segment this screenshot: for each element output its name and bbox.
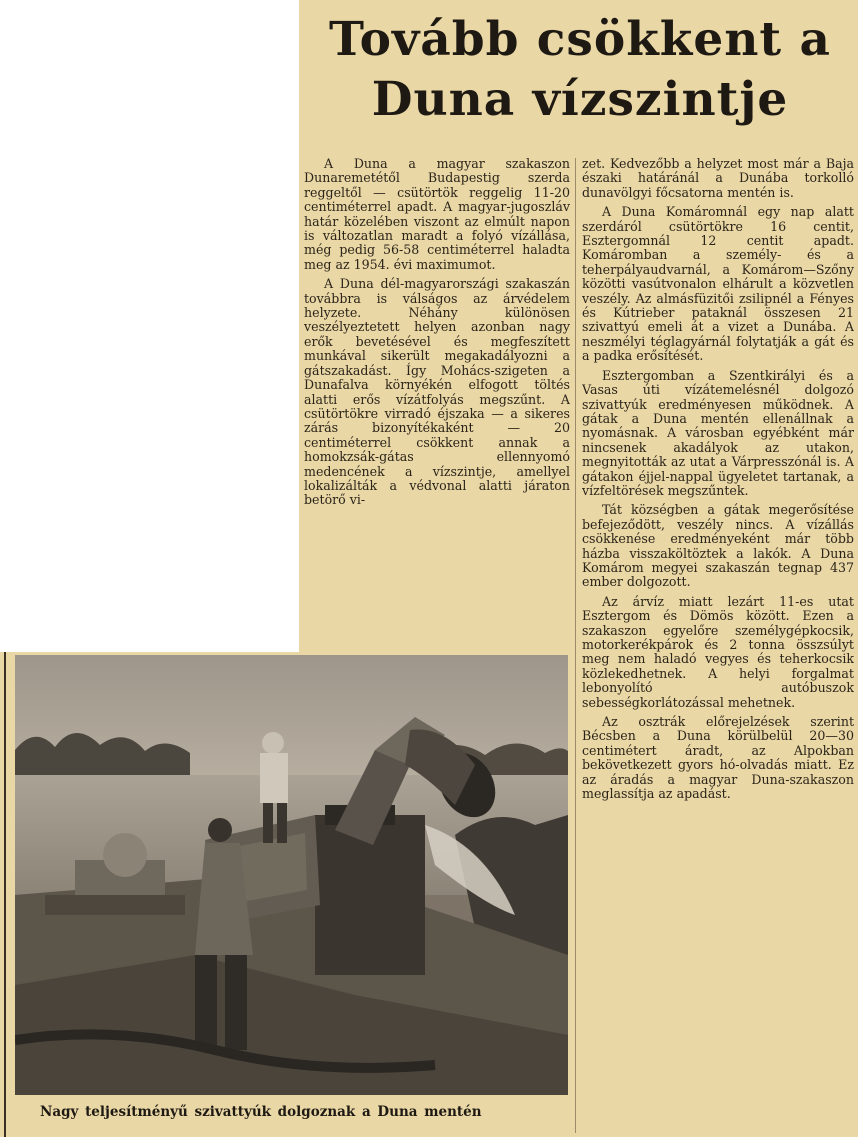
pump-photo [15, 655, 568, 1095]
paragraph: A Duna a magyar szakaszon Dunaremetétől Budapestig szerda reggeltől — csütörtök reggelig 11-20 centiméterrel apadt. A magyar-jugoszláv határ közelében viszont az elmúlt napon is változatlan maradt a folyó vízállása, még pedig 56-58 centiméterrel haladta meg az 1954. évi maximumot. [304, 157, 570, 272]
paragraph: Esztergomban a Szentkirályi és a Vasas úti vízátemelésnél dolgozó szivattyúk eredményesen működnek. A gátak a Duna mentén ellenállnak a nyomásnak. A városban egyébként már nincsenek akadályok az utakon, megnyitották az utat a Várpresszónál is. A gátakon éjjel-nappal ügyeletet tartanak, a vízfeltörések megszűntek. [582, 367, 854, 498]
column-divider [575, 158, 576, 1133]
photo-caption: Nagy teljesítményű szivattyúk dolgoznak a Duna mentén [40, 1104, 482, 1120]
paragraph: zet. Kedvezőbb a helyzet most már a Baja északi határánál a Dunába torkolló dunavölgyi főcsatorna mentén is. [582, 157, 854, 200]
paragraph: Az osztrák előrejelzések szerint Bécsben a Duna körülbelül 20—30 centimétert áradt, az Alpokban bekövetkezett gyors hó-olvadás miatt. Ez az áradás a magyar Duna-szakaszon meglassítja az apadást. [582, 714, 854, 802]
article-column-left [304, 157, 570, 649]
paragraph: Az árvíz miatt lezárt 11-es utat Esztergom és Dömös között. Ezen a szakaszon egyelőre személygépkocsik, motorkerékpárok és 2 tonna összsúlyt meg nem haladó vegyes és teherkocsik közlekedhetnek. A helyi forgalmat lebonyolító autóbuszok sebességkorlátozással mehetnek. [582, 593, 854, 710]
article-headline: Tovább csökkent a Duna vízszintje [329, 12, 831, 127]
clipping-edge [4, 652, 6, 1137]
paragraph: A Duna Komáromnál egy nap alatt szerdáról csütörtökre 16 centit, Esztergomnál 12 centit apadt. Komáromban a személy- és a teherpályaudvarnál, a Komárom—Szőny közötti vasútvonalon elhárult a közvetlen veszély. Az almásfüzitői zsilipnél a Fényes és Kútrieber pataknál összesen 21 szivattyú emeli át a vizet a Dunába. A neszmélyi téglagyárnál folytatják a gát és a padka erősítését. [582, 204, 854, 364]
photo-illustration [15, 655, 568, 1095]
article-column-right [582, 157, 854, 1137]
paragraph: A Duna dél-magyarországi szakaszán továbbra is válságos az árvédelem helyzete. Néhány különösen veszélyeztetett helyen azonban nagy erők bevetésével és megfeszített munkával sikerült megakadályozni a gátszakadást. Így Mohács-szigeten a Dunafalva környékén elfogott töltés alatti erős vízátfolyás megszűnt. A csütörtökre virradó éjszaka — a sikeres zárás bizonyítékaként — 20 centiméterrel csökkent annak a homokzsák-gátas ellennyomó medencének a vízszintje, amellyel lokalizálták a védvonal alatti járaton betörő vi- [304, 276, 570, 508]
paragraph: Tát községben a gátak megerősítése befejeződött, veszély nincs. A vízállás csökkenése eredményeként már több házba visszaköltöztek a lakók. A Duna Komárom megyei szakaszán tegnap 437 ember dolgozott. [582, 502, 854, 590]
